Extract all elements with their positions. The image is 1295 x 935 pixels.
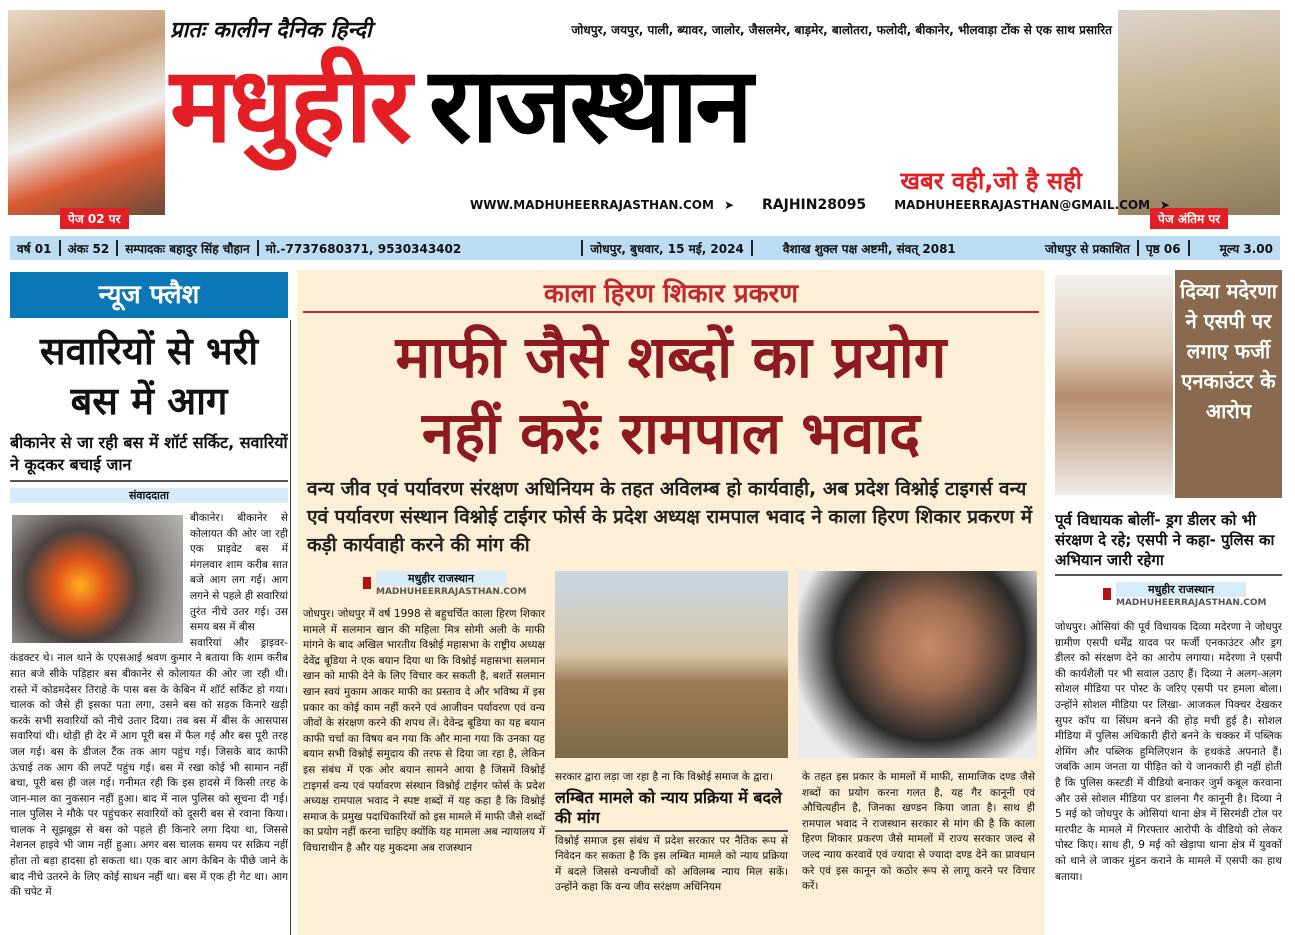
email-link[interactable]: MADHUHEERRAJASTHAN@GMAIL.COM [894,198,1151,212]
page-count: पृष्ठ 06 [1145,241,1181,256]
lead-col2-top: सरकार द्वारा लड़ा जा रहा है ना कि विश्नोई समाज के द्वारा। [555,771,773,783]
cursor-icon: ➤ [1160,198,1171,212]
masthead [170,14,1171,232]
lead-col2: विश्नोई समाज इस संबंध में प्रदेश सरकार पर नैतिक रूप से निवेदन कर सकता है कि इस लम्बित मामले को न्याय प्रक्रिया में बदले जिससे वन्यजीवों को अविलम्ब न्याय मिल सकें। उन्होंने कहा कि वन्य जीव सरंक्षण अधिनियम [555,834,788,894]
lead-byline-url: MADHUHEERRAJASTHAN.COM [376,587,527,597]
lead-deck: वन्य जीव एवं पर्यावरण संरक्षण अधिनियम के तहत अविलम्ब हो कार्यवाही, अब प्रदेश विश्नोई टाइगर्स वन्य एवं पर्यावरण संस्थान विश्नोई टाईगर फोर्स के प्रदेश अध्यक्ष रामपाल भवाद ने काला हिरण शिकार प्रकरण में कड़ी कार्यवाही करने की मांग की [307,478,1033,556]
front-photo-right [1118,10,1280,215]
issue: अंकः 52 [67,241,110,256]
lead-story [297,270,1045,935]
page-ref-tag-left[interactable]: पेज 02 पर [60,208,129,229]
byline-marker-icon [363,577,371,589]
divya-maderna-photo [1055,275,1173,495]
hindi-date: वैशाख शुक्ल पक्ष अष्टमी, संवत् 2081 [782,241,956,256]
lead-kicker: काला हिरण शिकार प्रकरण [543,279,799,309]
section-news-flash: न्यूज फ्लैश [10,272,288,318]
right-byline-url: MADHUHEERRAJASTHAN.COM [1116,598,1267,608]
kicker-rule [303,311,1039,313]
website-link[interactable]: WWW.MADHUHEERRAJASTHAN.COM [470,198,714,212]
editor: सम्पादकः बहादुर सिंह चौहान [125,241,250,256]
left-headline[interactable]: सवारियों से भरी बस में आग [39,329,259,423]
left-subhead: बीकानेर से जा रही बस में शॉर्ट सर्किट, सवारियों ने कूदकर बचाई जान [10,432,288,482]
masthead-tagline: प्रातः कालीन दैनिक हिन्दी [170,18,372,43]
lead-headline[interactable] [303,319,1039,471]
rampal-bhavad-photo [555,571,788,758]
info-bar [10,236,1280,260]
masthead-name-red: मधुहीर [170,44,409,166]
phone: मो.-7737680371, 9530343402 [265,241,462,256]
left-body: सवारियां और ड्राइवर-कंडक्टर थे। नाल थाने के एएसआई श्रवण कुमार ने बताया कि शाम करीब सात बजे सीके पड़िहार बस बीकानेर से कोलायत की ओर जा रही थी। रास्ते में कोडमदेसर तिराहे के पास बस के केबिन में शॉर्ट सर्किट हो गया। चालक को जैसे ही इसका पता लगा, उसने बस को सड़क किनारे खड़ी करके सभी सवारियों को नीचे उतार दिया। तब बस में बीस के आसपास सवारियां थी। थोड़ी ही देर में आग पूरी बस में फैल गई और बस पूरी तरह जल गई। बस के डीजल टैंक तक आग पहुंच गई। जिसके बाद काफी ऊंचाई तक आग की लपटें पहुंच गई। बस में रखा कोई भी सामान नहीं बचा, पूरी बस ही जल गई। गनीमत रही कि इस हादसे में किसी तरह के जान-माल का नुकसान नहीं हुआ। बाद में नाल पुलिस को सूचना दी गई। नाल पुलिस ने मौके पर पहुंचकर सवारियों को दूसरी बस से रवाना किया। चालक ने सूझबूझ से बस को पहले ही किनारे लगा दिया था, जिससे नेशनल हाइवे भी जाम नहीं हुआ। अगर बस चालक समय पर सक्रिय नहीं होता तो बड़ा हादसा हो सकता था। एक बार आग केबिन के पीछे जाने के बाद नीचे उतरने के लिए कोई साधन नहीं था। बस में एक ही गेट था। आग की चपेट में [10,636,288,899]
bus-fire-photo [12,515,183,643]
right-byline: मधुहीर राजस्थान [1116,582,1246,597]
right-photo-headline[interactable]: दिव्या मदेरणा ने एसपी पर लगाए फर्जी एनकाउंटर के आरोप [1175,270,1282,498]
registration-number: RAJHIN28095 [762,197,867,213]
news-flash-column [10,272,288,935]
lead-headline-line1: माफी जैसे शब्दों का प्रयोग [395,323,947,391]
price: मूल्य 3.00 [1219,241,1273,256]
front-photo-left [8,10,165,215]
left-intro: बीकानेर। बीकानेर से कोलायत की ओर जा रही एक प्राइवेट बस में मंगलवार शाम करीब सात बजे आग लग गई। आग लगने से पहले ही सवारियां तुरंत नीचे उतर गई। उस समय बस में बीस [190,512,288,634]
lead-col3: के तहत इस प्रकार के मामलों में माफी, सामाजिक दण्ड जैसे शब्दों का प्रयोग करना गलत है, यह गैर कानूनी एवं औचित्यहीन है, जिनका खण्डन किया जाता है। साथ ही रामपाल भवाद ने राजस्थान सरकार से मांग की है कि काला हिरण शिकार प्रकरण जैसे मामलों में राज्य सरकार जल्द से जल्द न्याय करवावें एवं ज्यादा से ज्यादा दण्ड देने का प्रावधान करे एवं इस कानून को कठोर रूप से लागू करने पर विचार करें। [802,771,1035,893]
right-story [1055,270,1282,935]
volume: वर्ष 01 [17,241,52,256]
salman-khan-photo [798,571,1037,758]
cursor-icon: ➤ [723,198,734,212]
right-body: जोधपुर। ओसियां की पूर्व विधायक दिव्या मदेरणा ने जोधपुर ग्रामीण एसपी धर्मेंद्र यादव पर फर्जी एनकाउंटर और ड्रग डीलर को संरक्षण देने का आरोप लगाया। मदेरणा ने एसपी की कार्यशैली पर भी सवाल उठाए हैं। दिव्या ने अलग-अलग सोशल मीडिया पर पोस्ट के जरिए एसपी पर हमला बोला। उन्होंने सोशल मीडिया पर लिखा- आजकल पिक्चर देखकर सुपर कॉप या सिंघम बनने की होड़ मची हुई है। सोशल मीडिया में पुलिस अधिकारी हीरो बनने के चक्कर में पब्लिक शेमिंग और पब्लिक हुमिलिएशन के हथकंडे अपनाते हैं। जबकि आम जनता या पीड़ित को ये जानकारी ही नहीं होती है कि पुलिस कस्टडी में वीडियो बनाकर जुर्म कबूल करवाना और उसे सोशल मीडिया पर डालना गैर कानूनी है। दिव्या ने 5 मई को जोधपुर के ओसियां थाना क्षेत्र में सिरमंडी टोल पर मारपीट के मामले में गिरफ्तार आरोपी के वीडियो को लेकर पोस्ट किए। साथ ही, 9 मई को खेड़ापा थाना क्षेत्र में युवकों को थाने ले जाकर मुंडन कराने के मामले में एसपी का हाथ बताया। [1055,621,1282,883]
right-headline: पूर्व विधायक बोलीं- ड्रग डीलर को भी संरक्षण दे रहे; एसपी ने कहा- पुलिस का अभियान जारी रहेगा [1055,510,1282,576]
left-byline: संवाददाता [10,488,288,503]
masthead-name-black: राजस्थान [428,44,750,166]
date: जोधपुर, बुधवार, 15 मई, 2024 [590,241,744,256]
byline-marker-icon [1103,588,1111,600]
page-ref-tag-right[interactable]: पेज अंतिम पर [1150,208,1228,229]
lead-headline-line2: नहीं करेंः रामपाल भवाद [421,399,921,467]
published-from: जोधपुर से प्रकाशित [1044,241,1130,256]
editions-line: जोधपुर, जयपुर, पाली, ब्यावर, जालोर, जैसलमेर, बाड़मेर, बालोतरा, फलोदी, बीकानेर, भीलवाड़ा टोंक से एक साथ प्रसारित [571,22,1112,37]
lead-subhead: लम्बित मामले को न्याय प्रक्रिया में बदले की मांग [555,788,788,832]
column-divider [290,320,291,935]
slogan: खबर वही,जो है सही [900,167,1082,195]
lead-col1: जोधपुर। जोधपुर में वर्ष 1998 से बहुचर्चित काला हिरण शिकार मामले में सलमान खान की महिला मित्र सोमी अली के माफी मांगने के बाद अखिल भारतीय विश्नोई महासभा के राष्ट्रीय अध्यक्ष देवेंद्र बूडिया ने एक बयान दिया था कि विश्नोई महासभा सलमान खान को माफी देने के लिए विचार कर सकती है, बशर्ते सलमान खान स्वयं मुकाम आकर माफी का प्रस्ताव दे और भविष्य में इस प्रकार का कोई काम नहीं करने एवं आजीवन पर्यावरण एवं वन्य जीवों के संरक्षण करने की शपथ लें। देवेन्द्र बूडिया का यह बयान काफी चर्चा का विषय बन गया कि और माना गया कि उनका यह बयान सभी विश्नोई समुदाय की तरफ से दिया जा रहा है, लेकिन इस संबंध में एक ओर बयान सामने आया है जिसमें विश्नोई टाइगर्स वन्य एवं पर्यावरण संस्थान विश्नोई टाईगर फोर्स के प्रदेश अध्यक्ष रामपाल भवाद ने स्पष्ट शब्दों में यह कहा है कि विश्नोई समाज के प्रमुख पदाधिकारियों को इस मामले में माफी जैसे शब्दों का प्रयोग नहीं करना चाहिए क्योंकि यह मामला अब न्यायालय में विचाराधीन है और यह मुकदमा अब राजस्थान [303,608,545,854]
lead-byline: मधुहीर राजस्थान [376,571,506,586]
